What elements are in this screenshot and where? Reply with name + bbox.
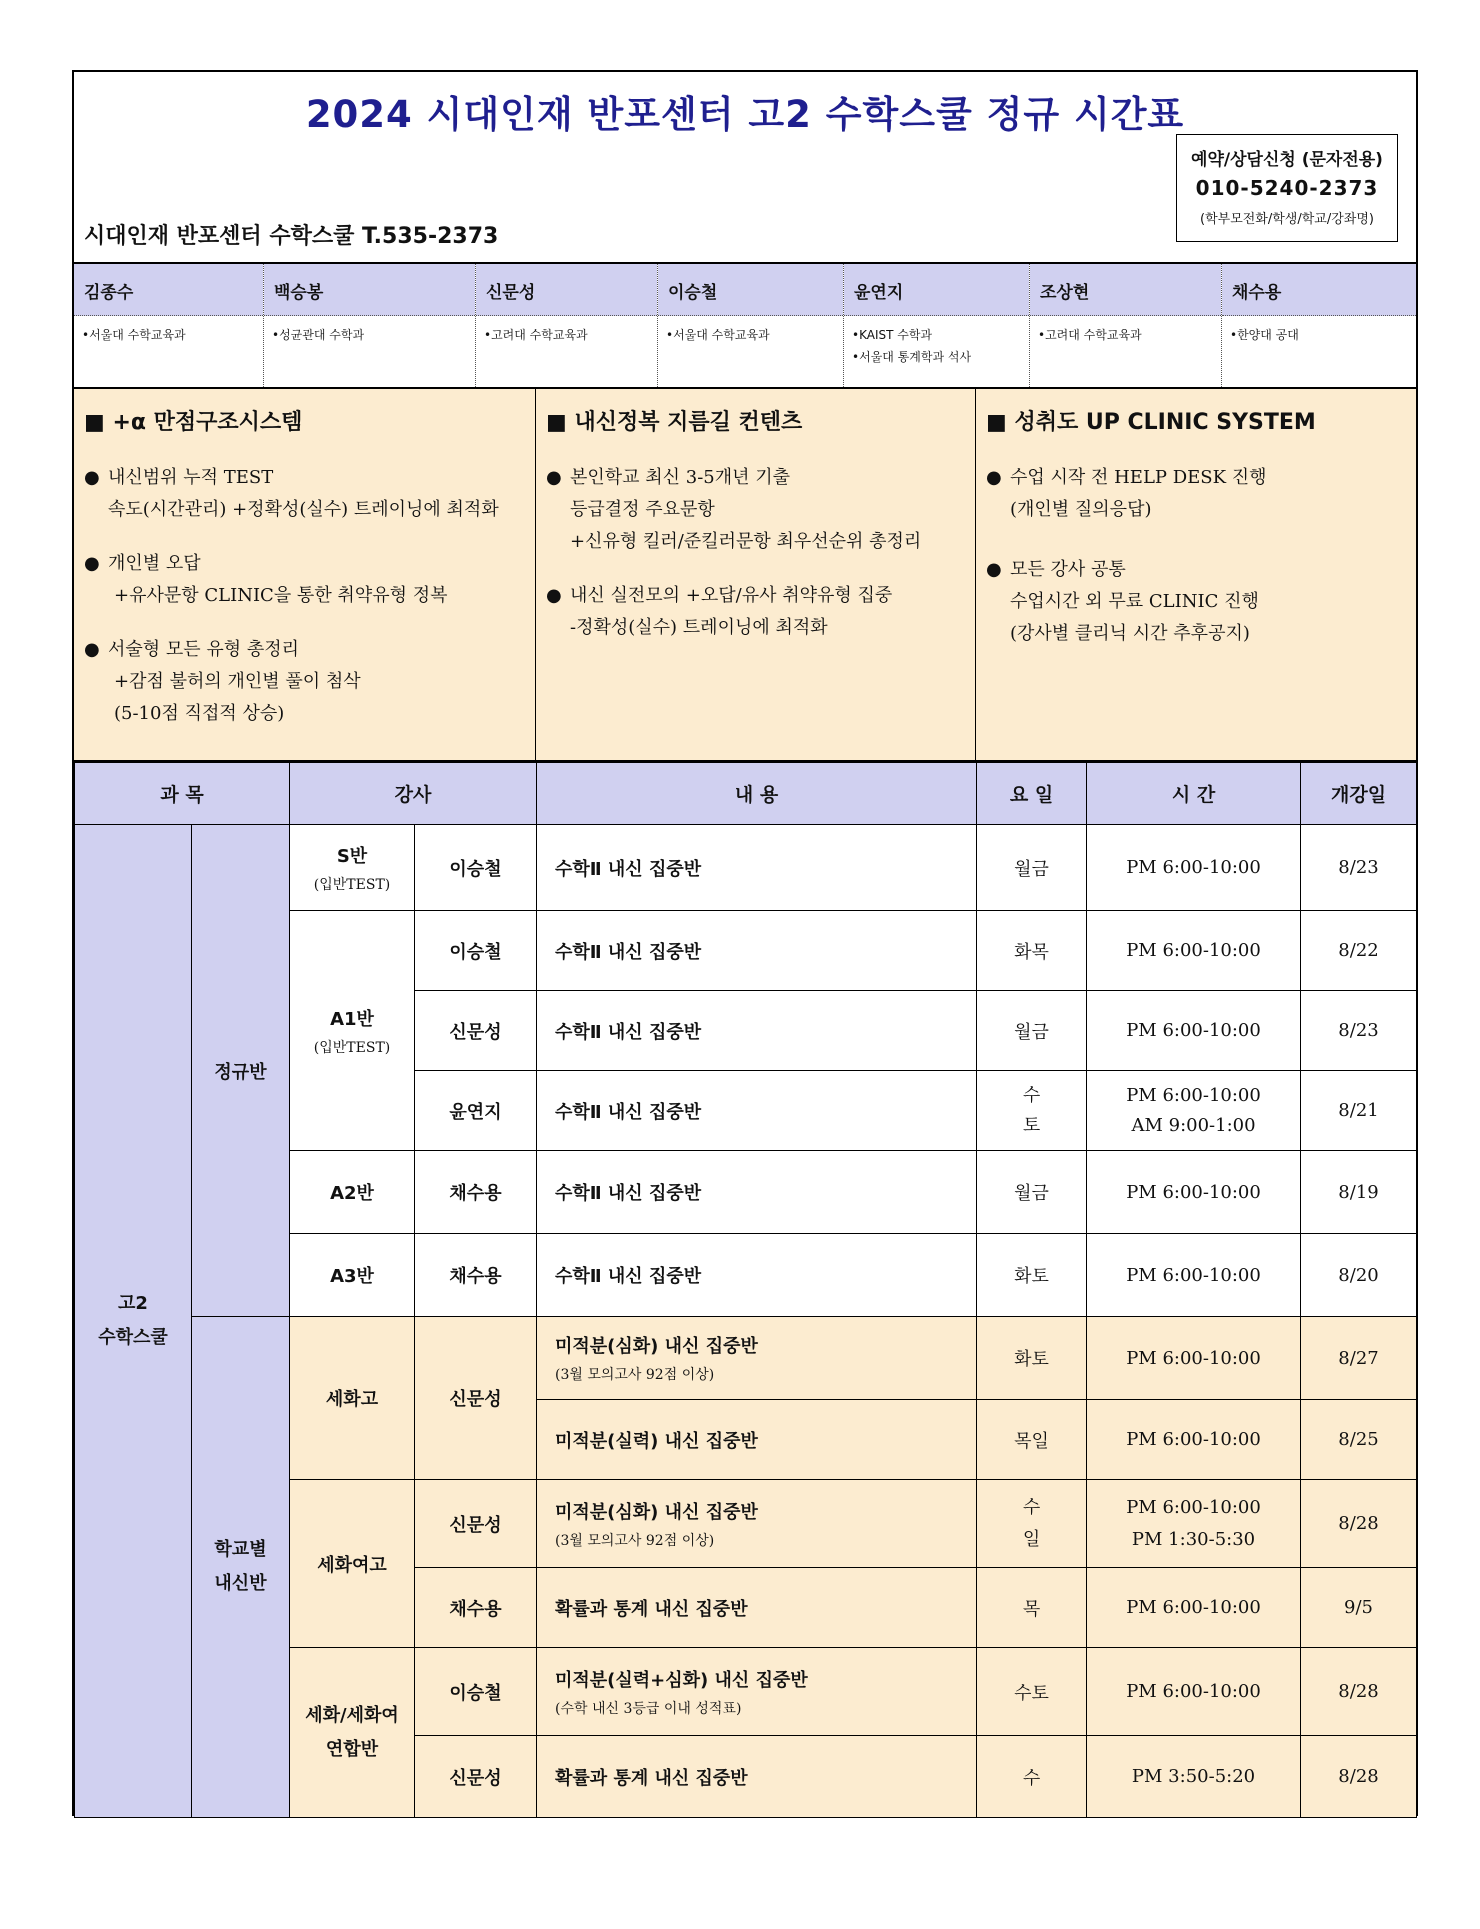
teacher-credential-line: •서울대 통계학과 석사: [852, 350, 972, 364]
day-cell: 월금: [977, 825, 1087, 911]
teacher-band: [74, 262, 1416, 389]
day-cell: 화토: [977, 1234, 1087, 1317]
bullet-icon: ●: [546, 467, 562, 488]
feature-item: [84, 548, 535, 612]
feature-subtext: +유사문항 CLINIC을 통한 취약유형 정복: [114, 585, 448, 606]
feature-item: [546, 580, 975, 644]
start-cell: 9/5: [1301, 1568, 1417, 1648]
start-cell: 8/25: [1301, 1400, 1417, 1480]
teacher-cell: 채수용: [415, 1234, 537, 1317]
start-cell: 8/23: [1301, 825, 1417, 911]
day-cell: 월금: [977, 991, 1087, 1071]
feature-subtext: +신유형 킬러/준킬러문항 최우선순위 총정리: [570, 531, 922, 552]
feature-item: [986, 554, 1416, 650]
bullet-icon: ●: [84, 553, 100, 574]
feature-text: 내신 실전모의 +오답/유사 취약유형 집중: [570, 585, 893, 606]
header: [74, 72, 1416, 262]
header-start: 개강일: [1301, 763, 1417, 825]
contact-label: 예약/상담신청 (문자전용): [1191, 150, 1383, 170]
content-cell: [537, 1480, 977, 1568]
table-row: [75, 1317, 1417, 1400]
content-cell: [537, 1317, 977, 1400]
start-cell: 8/22: [1301, 911, 1417, 991]
teacher-column: [1222, 264, 1416, 387]
teacher-credential: •서울대 수학교육과: [666, 328, 770, 342]
bullet-icon: ●: [546, 585, 562, 606]
teacher-cell: 이승철: [415, 1648, 537, 1736]
start-cell: 8/28: [1301, 1480, 1417, 1568]
content-cell: 수학Ⅱ 내신 집중반: [537, 1151, 977, 1234]
teacher-column: [74, 264, 264, 387]
group-regular: 정규반: [192, 825, 290, 1317]
feature-heading: ■ 내신정복 지름길 컨텐츠: [546, 410, 803, 435]
teacher-credential: •고려대 수학교육과: [484, 328, 588, 342]
feature-subtext: (강사별 클리닉 시간 추후공지): [1010, 623, 1250, 644]
content-cell: 수학Ⅱ 내신 집중반: [537, 991, 977, 1071]
class-cell-a3: A3반: [290, 1234, 415, 1317]
start-cell: 8/21: [1301, 1071, 1417, 1151]
class-name: A1반: [330, 1008, 374, 1030]
teacher-cell: 신문성: [415, 991, 537, 1071]
class-note: (입반TEST): [313, 876, 391, 893]
teacher-name: 이승철: [658, 264, 843, 316]
content-cell: 수학Ⅱ 내신 집중반: [537, 825, 977, 911]
content-cell: 확률과 통계 내신 집중반: [537, 1568, 977, 1648]
feature-panel: [74, 389, 1416, 762]
feature-item: [84, 634, 535, 730]
content-cell: 수학Ⅱ 내신 집중반: [537, 1071, 977, 1151]
contact-phone: 010-5240-2373: [1195, 176, 1379, 200]
content-title: 미적분(심화) 내신 집중반: [555, 1336, 758, 1357]
content-title: 미적분(심화) 내신 집중반: [555, 1501, 758, 1523]
start-cell: 8/19: [1301, 1151, 1417, 1234]
header-content: 내 용: [537, 763, 977, 825]
bullet-icon: ●: [986, 467, 1002, 488]
time-cell: PM 6:00-10:00: [1087, 825, 1301, 911]
content-cell: 확률과 통계 내신 집중반: [537, 1736, 977, 1818]
content-note: (3월 모의고사 92점 이상): [555, 1367, 715, 1383]
teacher-credential: •고려대 수학교육과: [1038, 328, 1142, 342]
feature-item: [986, 462, 1416, 526]
school-info: 시대인재 반포센터 수학스쿨 T.535-2373: [84, 224, 499, 249]
contact-note: (학부모전화/학생/학교/강좌명): [1200, 212, 1374, 227]
teacher-cell: 신문성: [415, 1480, 537, 1568]
time-cell: PM 6:00-10:00 PM 1:30-5:30: [1087, 1480, 1301, 1568]
class-cell-sehwa: 세화고: [290, 1317, 415, 1480]
teacher-credential: •성균관대 수학과: [272, 328, 365, 342]
feature-item: [546, 462, 975, 558]
teacher-cell: 이승철: [415, 911, 537, 991]
start-cell: 8/20: [1301, 1234, 1417, 1317]
day-cell: 수토: [977, 1648, 1087, 1736]
time-cell: PM 6:00-10:00: [1087, 991, 1301, 1071]
day-cell: 월금: [977, 1151, 1087, 1234]
teacher-name: 백승봉: [264, 264, 475, 316]
feature-subtext: 속도(시간관리) +정확성(실수) 트레이닝에 최적화: [108, 499, 499, 520]
bullet-icon: ●: [84, 639, 100, 660]
teacher-name: 채수용: [1222, 264, 1416, 316]
day-cell: 화토: [977, 1317, 1087, 1400]
content-cell: 수학Ⅱ 내신 집중반: [537, 911, 977, 991]
time-cell: PM 6:00-10:00: [1087, 1317, 1301, 1400]
day-cell: 수 일: [977, 1480, 1087, 1568]
class-name: S반: [336, 845, 368, 867]
start-cell: 8/28: [1301, 1736, 1417, 1818]
teacher-cell: 채수용: [415, 1151, 537, 1234]
feature-text: 본인학교 최신 3-5개년 기출: [570, 467, 791, 488]
time-cell: PM 6:00-10:00: [1087, 1234, 1301, 1317]
teacher-name: 조상현: [1030, 264, 1221, 316]
time-cell: PM 6:00-10:00: [1087, 1648, 1301, 1736]
day-cell: 수 토: [977, 1071, 1087, 1151]
time-cell: PM 6:00-10:00 AM 9:00-1:00: [1087, 1071, 1301, 1151]
content-cell: [537, 1648, 977, 1736]
header-day: 요 일: [977, 763, 1087, 825]
teacher-cell: 신문성: [415, 1736, 537, 1818]
teacher-cell: 이승철: [415, 825, 537, 911]
time-cell: PM 6:00-10:00: [1087, 1151, 1301, 1234]
teacher-credential: [844, 316, 1029, 368]
teacher-column: [476, 264, 658, 387]
start-cell: 8/28: [1301, 1648, 1417, 1736]
teacher-name: 김종수: [74, 264, 263, 316]
class-cell-a1: [290, 911, 415, 1151]
teacher-cell: 채수용: [415, 1568, 537, 1648]
header-teacher: 강사: [290, 763, 537, 825]
teacher-name: 윤연지: [844, 264, 1029, 316]
content-note: (3월 모의고사 92점 이상): [555, 1532, 715, 1549]
header-time: 시 간: [1087, 763, 1301, 825]
content-cell: 수학Ⅱ 내신 집중반: [537, 1234, 977, 1317]
feature-subtext: (5-10점 직접적 상승): [114, 703, 285, 724]
start-cell: 8/23: [1301, 991, 1417, 1071]
feature-subtext: -정확성(실수) 트레이닝에 최적화: [570, 617, 828, 638]
bullet-icon: ●: [84, 467, 100, 488]
feature-subtext: (개인별 질의응답): [1010, 499, 1152, 520]
feature-text: 내신범위 누적 TEST: [108, 467, 274, 488]
feature-subtext: +감점 불허의 개인별 풀이 첨삭: [114, 671, 361, 692]
class-cell-joint: 세화/세화여 연합반: [290, 1648, 415, 1818]
bullet-icon: ●: [986, 559, 1002, 580]
feature-column-clinic: [975, 389, 1416, 760]
feature-column-system: [74, 389, 535, 760]
content-cell: 미적분(실력) 내신 집중반: [537, 1400, 977, 1480]
table-header-row: [75, 763, 1417, 825]
start-cell: 8/27: [1301, 1317, 1417, 1400]
subject-cell: 고2 수학스쿨: [75, 825, 192, 1818]
header-subject: 과 목: [75, 763, 290, 825]
day-cell: 화목: [977, 911, 1087, 991]
table-row: [75, 825, 1417, 911]
teacher-column: [1030, 264, 1222, 387]
class-cell-a2: A2반: [290, 1151, 415, 1234]
class-cell-sehwayeo: 세화여고: [290, 1480, 415, 1648]
teacher-credential: •서울대 수학교육과: [82, 328, 186, 342]
feature-heading: ■ +α 만점구조시스템: [84, 410, 303, 435]
time-cell: PM 3:50-5:20: [1087, 1736, 1301, 1818]
teacher-name: 신문성: [476, 264, 657, 316]
teacher-cell: 신문성: [415, 1317, 537, 1480]
content-title: 미적분(실력+심화) 내신 집중반: [555, 1669, 808, 1691]
feature-text: 수업 시작 전 HELP DESK 진행: [1010, 467, 1267, 488]
teacher-column: [844, 264, 1030, 387]
feature-item: [84, 462, 535, 526]
feature-subtext: 수업시간 외 무료 CLINIC 진행: [1010, 591, 1259, 612]
feature-subtext: 등급결정 주요문항: [570, 499, 715, 520]
page-title: 2024 시대인재 반포센터 고2 수학스쿨 정규 시간표: [305, 93, 1185, 136]
class-note: (입반TEST): [313, 1039, 391, 1056]
feature-text: 모든 강사 공통: [1010, 559, 1126, 580]
teacher-credential-line: •KAIST 수학과: [852, 328, 933, 342]
feature-heading: ■ 성취도 UP CLINIC SYSTEM: [986, 410, 1316, 435]
schedule-table: [74, 762, 1417, 1818]
day-cell: 수: [977, 1736, 1087, 1818]
time-cell: PM 6:00-10:00: [1087, 1400, 1301, 1480]
group-school: 학교별 내신반: [192, 1317, 290, 1818]
contact-box: [1176, 134, 1398, 242]
feature-text: 개인별 오답: [108, 553, 201, 574]
feature-text: 서술형 모든 유형 총정리: [108, 639, 300, 660]
class-cell-s: [290, 825, 415, 911]
content-note: (수학 내신 3등급 이내 성적표): [555, 1700, 742, 1717]
day-cell: 목일: [977, 1400, 1087, 1480]
day-cell: 목: [977, 1568, 1087, 1648]
timetable-document: [72, 70, 1418, 1816]
teacher-cell: 윤연지: [415, 1071, 537, 1151]
teacher-credential: •한양대 공대: [1230, 328, 1299, 342]
time-cell: PM 6:00-10:00: [1087, 1568, 1301, 1648]
feature-column-contents: [535, 389, 975, 760]
teacher-column: [264, 264, 476, 387]
time-cell: PM 6:00-10:00: [1087, 911, 1301, 991]
teacher-column: [658, 264, 844, 387]
